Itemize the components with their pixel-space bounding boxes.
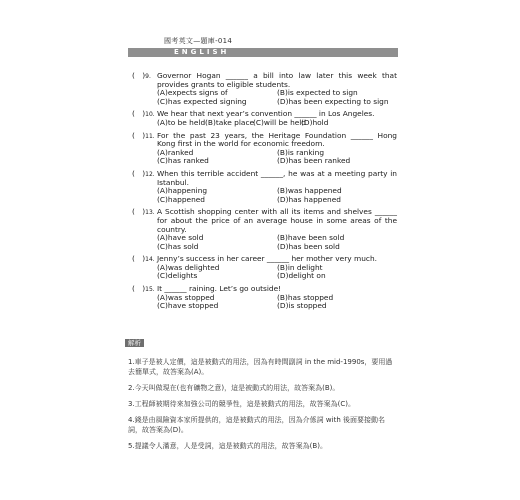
option-c[interactable]: (C)has expected signing bbox=[157, 96, 247, 106]
header-banner bbox=[128, 48, 398, 57]
question-number: 14. bbox=[145, 256, 155, 264]
answer-blank: ( ) bbox=[132, 207, 146, 217]
options bbox=[157, 234, 397, 251]
question-number: 12. bbox=[145, 170, 155, 178]
option-d[interactable]: (D)has been expecting to sign bbox=[277, 96, 389, 106]
option-b[interactable]: (B)is expected to sign bbox=[277, 88, 358, 98]
option-a[interactable]: (A)was stopped bbox=[157, 292, 215, 302]
analysis-item: 5.提議令人滿意，人是受詞，這是被動式的用法，故答案為(B)。 bbox=[128, 442, 327, 450]
question-10 bbox=[132, 110, 397, 127]
option-c[interactable]: (C)will be held bbox=[253, 117, 307, 127]
answer-blank: ( ) bbox=[132, 71, 146, 80]
question-text: For the past 23 years, the Heritage Foundation ______ Hong Kong first in the world for economic freedom. bbox=[157, 130, 397, 149]
options bbox=[157, 264, 397, 281]
answer-blank: ( ) bbox=[132, 168, 146, 178]
header-title: 國考英文—題庫-014 bbox=[164, 37, 233, 45]
option-d[interactable]: (D)hold bbox=[301, 117, 329, 127]
option-d[interactable]: (D)delight on bbox=[277, 271, 326, 281]
question-number: 10. bbox=[145, 111, 155, 119]
options bbox=[157, 294, 397, 311]
answer-blank: ( ) bbox=[132, 109, 146, 119]
question-text: We hear that next year’s convention ______ in Los Angeles. bbox=[157, 109, 375, 119]
answer-blank: ( ) bbox=[132, 130, 146, 140]
option-b[interactable]: (B)is ranking bbox=[277, 147, 325, 157]
option-a[interactable]: (A)happening bbox=[157, 186, 208, 196]
question-number: 11. bbox=[145, 132, 155, 140]
analysis-item: 4.錢是由風險資本家所提供的，這是被動式的用法，因為介係詞 with 後面要接動名詞，故答案為(D)。 bbox=[128, 416, 385, 434]
option-c[interactable]: (C)has ranked bbox=[157, 156, 209, 166]
analysis-item: 1.車子是被人定價，這是被動式的用法，因為有時間副詞 in the mid-1990s，要用過去簡單式，故答案為(A)。 bbox=[128, 358, 393, 376]
question-number: 15. bbox=[145, 286, 155, 294]
analysis-item: 2.今天叫做現在(也有礦物之意)，這是被動式的用法，故答案為(B)。 bbox=[128, 384, 340, 392]
option-b[interactable]: (B)take place bbox=[205, 117, 255, 127]
option-c[interactable]: (C)delights bbox=[157, 271, 198, 281]
option-d[interactable]: (D)has been sold bbox=[277, 241, 340, 251]
answer-blank: ( ) bbox=[132, 284, 146, 294]
analysis-item: 3.工程師被期待來加強公司的競爭性，這是被動式的用法，故答案為(C)。 bbox=[128, 400, 356, 408]
question-14 bbox=[132, 255, 397, 281]
options bbox=[157, 149, 397, 166]
option-d[interactable]: (D)is stopped bbox=[277, 301, 327, 311]
question-12 bbox=[132, 170, 397, 204]
question-number: 13. bbox=[145, 209, 155, 217]
option-a[interactable]: (A)ranked bbox=[157, 147, 194, 157]
options bbox=[157, 187, 397, 204]
option-b[interactable]: (B)in delight bbox=[277, 262, 323, 272]
option-a[interactable]: (A)to be held bbox=[157, 117, 206, 127]
question-text: A Scottish shopping center with all its items and shelves ______ for about the price of an average house in some areas of the country. bbox=[157, 207, 397, 234]
question-text: Governor Hogan ______ a bill into law later this week that provides grants to eligible students. bbox=[157, 71, 397, 89]
options bbox=[157, 119, 397, 128]
page-header bbox=[128, 37, 398, 57]
question-text: Jenny’s success in her career ______ her mother very much. bbox=[157, 254, 377, 264]
option-c[interactable]: (C)happened bbox=[157, 194, 205, 204]
question-13 bbox=[132, 208, 397, 251]
question-15 bbox=[132, 285, 397, 311]
option-d[interactable]: (D)has been ranked bbox=[277, 156, 351, 166]
option-b[interactable]: (B)have been sold bbox=[277, 233, 345, 243]
analysis-label: 解析 bbox=[125, 339, 144, 347]
analysis-section bbox=[128, 357, 398, 457]
question-list bbox=[132, 72, 397, 315]
question-9 bbox=[132, 72, 397, 106]
option-a[interactable]: (A)was delighted bbox=[157, 262, 220, 272]
header-banner-text: ENGLISH bbox=[174, 48, 230, 56]
question-11 bbox=[132, 132, 397, 166]
question-text: It ______ raining. Let’s go outside! bbox=[157, 284, 282, 294]
option-c[interactable]: (C)have stopped bbox=[157, 301, 219, 311]
option-c[interactable]: (C)has sold bbox=[157, 241, 199, 251]
option-a[interactable]: (A)expects signs of bbox=[157, 88, 228, 98]
option-a[interactable]: (A)have sold bbox=[157, 233, 204, 243]
option-b[interactable]: (B)has stopped bbox=[277, 292, 334, 302]
answer-blank: ( ) bbox=[132, 254, 146, 264]
option-d[interactable]: (D)has happened bbox=[277, 194, 341, 204]
options bbox=[157, 89, 397, 106]
question-number: 9. bbox=[145, 73, 151, 80]
question-text: When this terrible accident ______, he was at a meeting party in Istanbul. bbox=[157, 168, 397, 187]
option-b[interactable]: (B)was happened bbox=[277, 186, 342, 196]
